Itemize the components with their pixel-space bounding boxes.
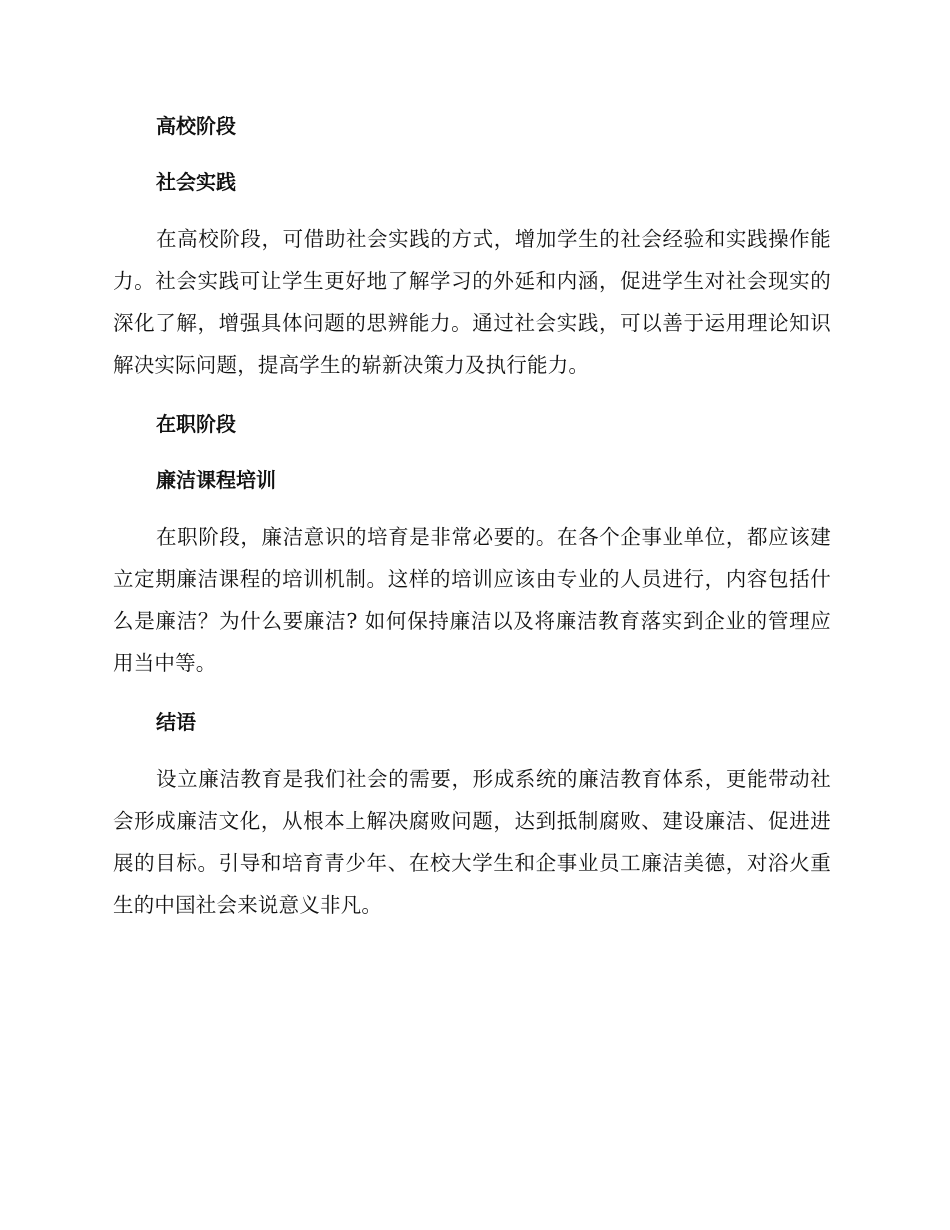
section-on-the-job xyxy=(113,406,831,684)
section-conclusion xyxy=(113,704,831,926)
paragraph-conclusion: 设立廉洁教育是我们社会的需要，形成系统的廉洁教育体系，更能带动社会形成廉洁文化，从根本上解决腐败问题，达到抵制腐败、建设廉洁、促进进展的目标。引导和培育青少年、在校大学生和企事业员工廉洁美德，对浴火重生的中国社会来说意义非凡。 xyxy=(113,767,831,917)
stage-heading-university: 高校阶段 xyxy=(156,114,236,138)
paragraph-integrity-training: 在职阶段，廉洁意识的培育是非常必要的。在各个企事业单位，都应该建立定期廉洁课程的培训机制。这样的培训应该由专业的人员进行，内容包括什么是廉洁？为什么要廉洁? 如何保持廉洁以及将廉洁教育落实到企业的管理应用当中等。 xyxy=(113,525,831,675)
stage-heading-on-the-job: 在职阶段 xyxy=(156,412,236,436)
section-university xyxy=(113,108,831,386)
sub-heading-integrity-training: 廉洁课程培训 xyxy=(156,468,276,492)
sub-heading-social-practice: 社会实践 xyxy=(156,170,236,194)
conclusion-heading: 结语 xyxy=(156,710,196,734)
paragraph-social-practice: 在高校阶段，可借助社会实践的方式，增加学生的社会经验和实践操作能力。社会实践可让学生更好地了解学习的外延和内涵，促进学生对社会现实的深化了解，增强具体问题的思辨能力。通过社会实践，可以善于运用理论知识解决实际问题，提高学生的崭新决策力及执行能力。 xyxy=(113,227,831,377)
document-page xyxy=(113,108,831,946)
